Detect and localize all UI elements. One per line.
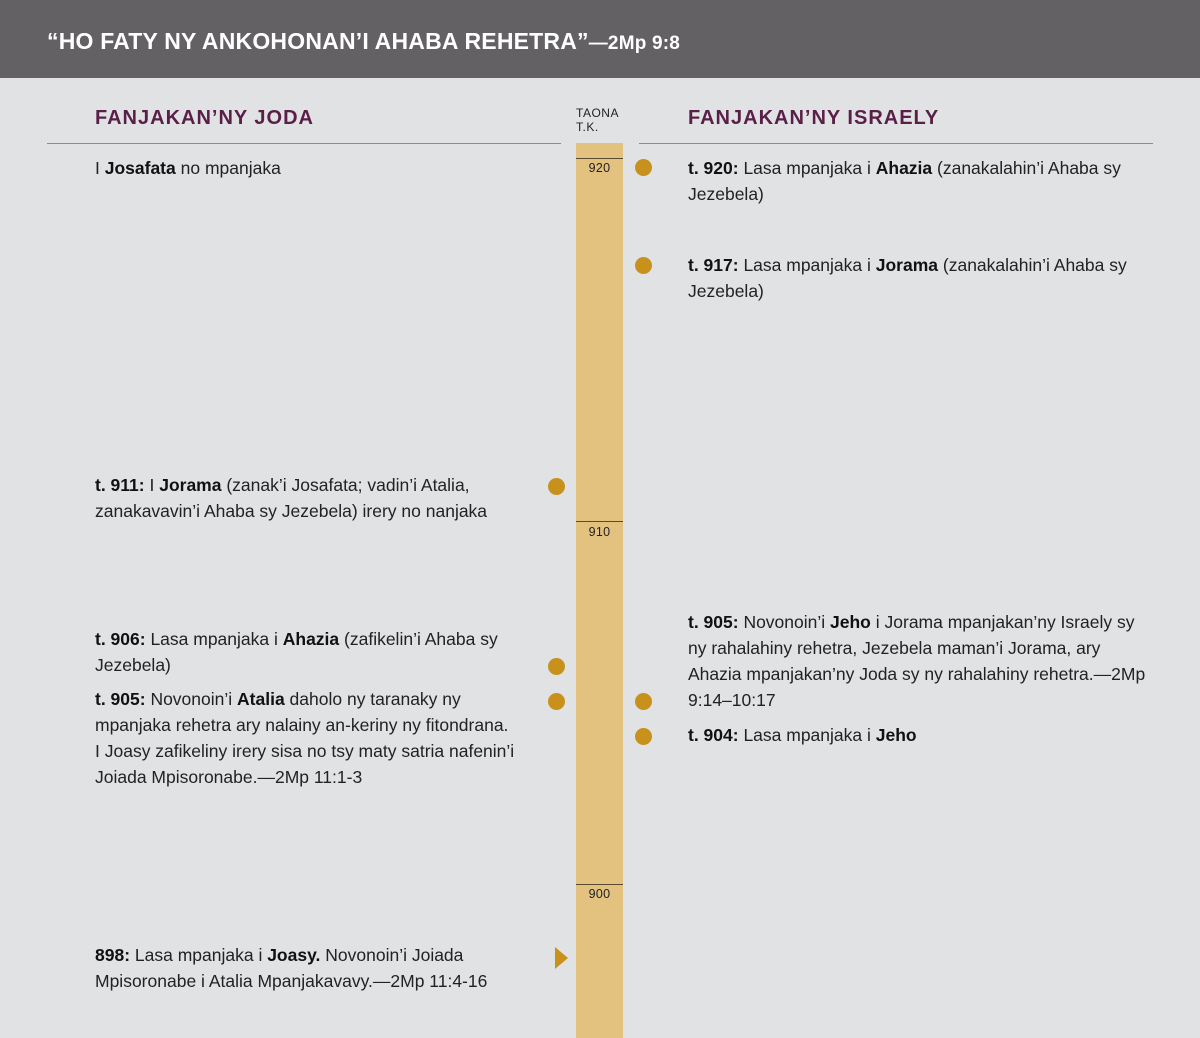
- event-arrow-marker: [555, 947, 568, 969]
- event-marker: [635, 257, 652, 274]
- event-israel-920: t. 920: Lasa mpanjaka i Ahazia (zanakalahin’i Ahaba sy Jezebela): [688, 158, 1121, 204]
- event-marker: [635, 693, 652, 710]
- event-marker: [548, 478, 565, 495]
- event-marker: [635, 728, 652, 745]
- event-israel-917: t. 917: Lasa mpanjaka i Jorama (zanakalahin’i Ahaba sy Jezebela): [688, 255, 1127, 301]
- event-marker: [635, 159, 652, 176]
- left-divider: [47, 143, 561, 144]
- event-judah-905: t. 905: Novonoin’i Atalia daholo ny taranaky ny mpanjaka rehetra ary nalainy an-keriny ny fitondrana. I Joasy zafikeliny irery sisa no tsy maty satria nafenin’i Joiada Mpisoronabe.—2Mp 11:1-3: [95, 689, 515, 787]
- event-israel-904: t. 904: Lasa mpanjaka i Jeho: [688, 725, 917, 745]
- tick-900: [576, 884, 623, 885]
- event-judah-josafata: I Josafata no mpanjaka: [95, 158, 281, 178]
- event-judah-911: t. 911: I Jorama (zanak’i Josafata; vadin’i Atalia, zanakavavin’i Ahaba sy Jezebela) irery no nanjaka: [95, 475, 488, 521]
- tick-label-920: 920: [588, 161, 611, 175]
- column-heading-judah: FANJAKAN’NY JODA: [95, 107, 314, 129]
- event-israel-905: t. 905: Novonoin’i Jeho i Jorama mpanjakan’ny Israely sy ny rahalahiny rehetra, Jezebela maman’i Jorama, ary Ahazia mpanjakan’ny Joda sy ny rahalahiny rehetra.—2Mp 9:14–10:17: [688, 612, 1146, 710]
- event-judah-898: 898: Lasa mpanjaka i Joasy. Novonoin’i Joiada Mpisoronabe i Atalia Mpanjakavavy.—2Mp 11:4-16: [95, 945, 488, 991]
- title-bar: [0, 0, 1200, 78]
- event-judah-906: t. 906: Lasa mpanjaka i Ahazia (zafikelin’i Ahaba sy Jezebela): [95, 629, 498, 675]
- tick-920: [576, 158, 623, 159]
- column-heading-israel: FANJAKAN’NY ISRAELY: [688, 107, 940, 129]
- event-marker: [548, 693, 565, 710]
- timeline-bar: [576, 143, 623, 1038]
- right-divider: [639, 143, 1153, 144]
- page-title: “HO FATY NY ANKOHONAN’I AHABA REHETRA”—2Mp 9:8: [47, 28, 681, 54]
- axis-label: TAONA T.K.: [576, 106, 619, 134]
- tick-910: [576, 521, 623, 522]
- tick-label-910: 910: [588, 525, 611, 539]
- tick-label-900: 900: [588, 887, 611, 901]
- event-marker: [548, 658, 565, 675]
- scripture-reference: —2Mp 9:8: [588, 33, 681, 54]
